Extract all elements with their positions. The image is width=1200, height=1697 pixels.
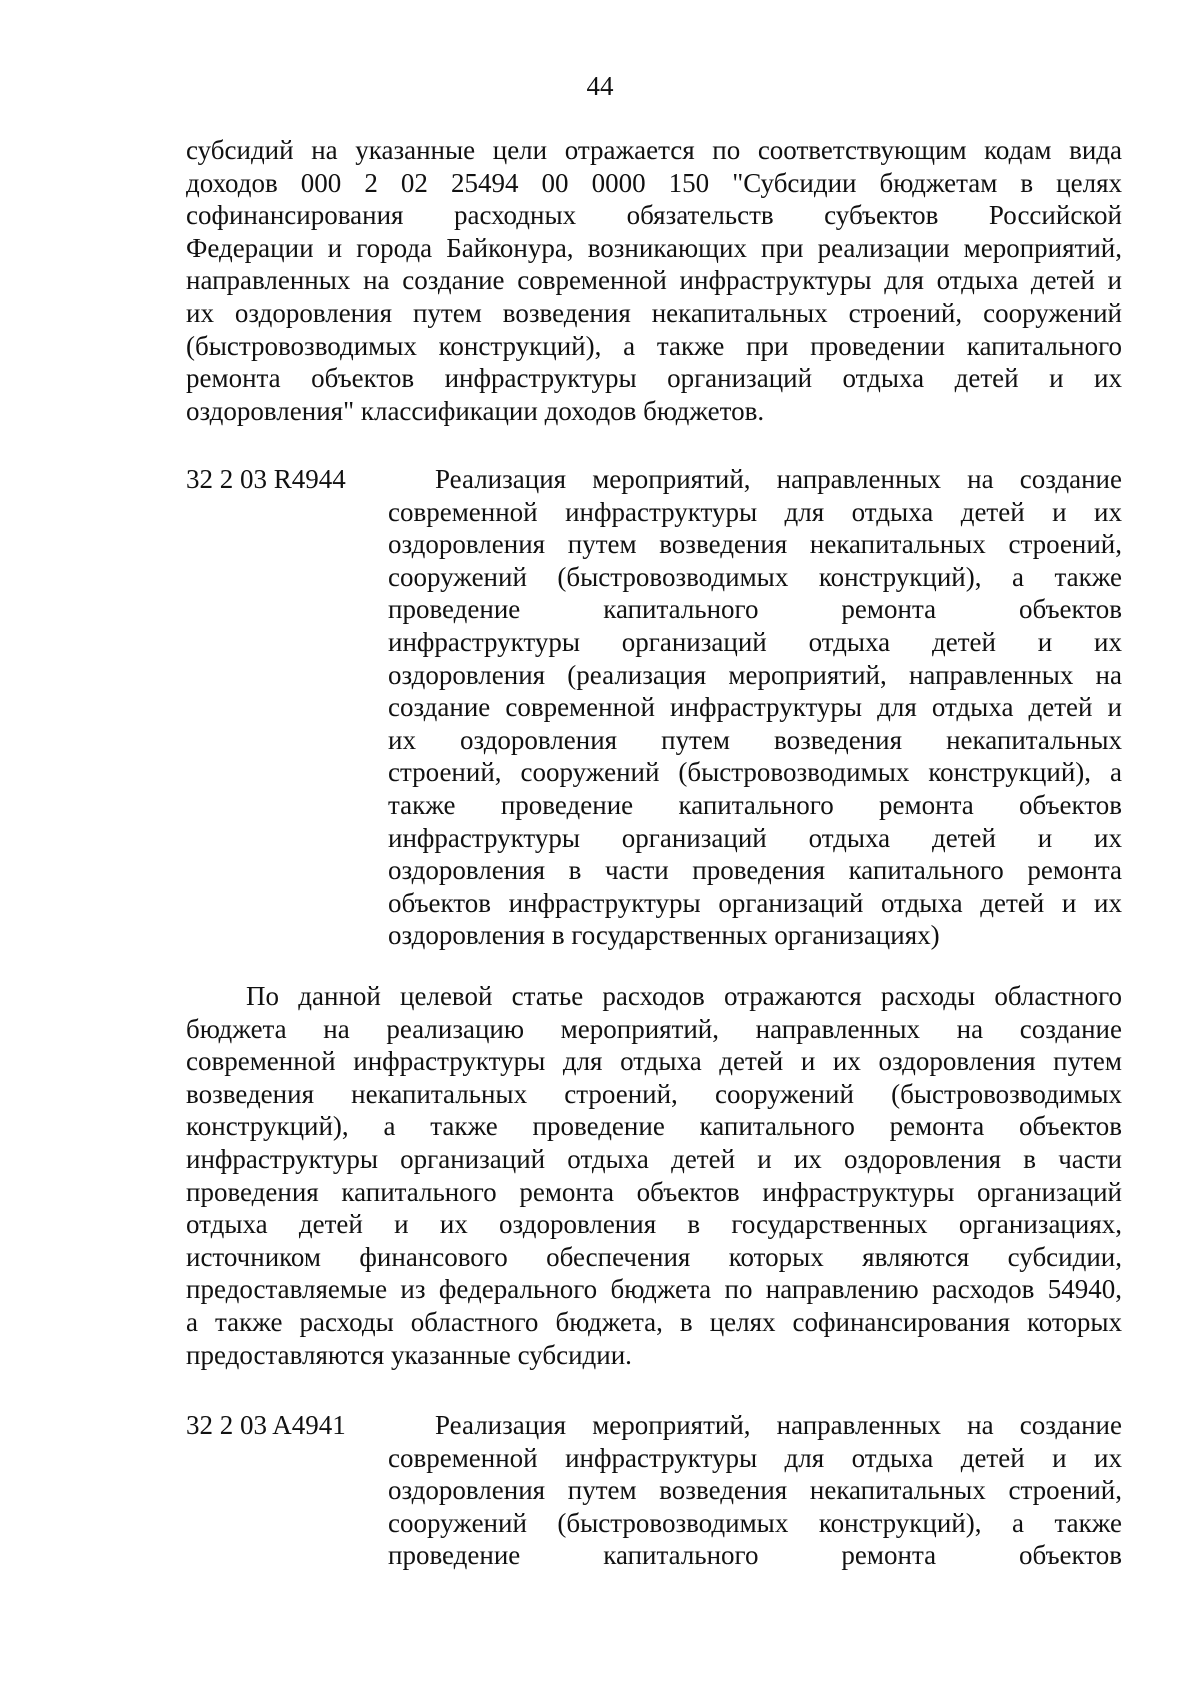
text-line: проведения капитального ремонта объектов инфраструктуры организаций [186,1176,1122,1207]
text-line: сооружений (быстровозводимых конструкций), а также [388,561,1122,592]
text-line: Реализация мероприятий, направленных на создание [435,464,1122,494]
text-line: оздоровления (реализация мероприятий, направленных на [388,659,1122,690]
target-article-description [388,463,1122,952]
text-line: инфраструктуры организаций отдыха детей и их оздоровления в части [186,1143,1122,1174]
text-line: источником финансового обеспечения которых являются субсидии, [186,1241,1122,1272]
text-line: оздоровления" классификации доходов бюджетов. [186,395,765,426]
text-line: их оздоровления путем возведения некапитальных строений, сооружений [186,297,1122,328]
text-line: оздоровления путем возведения некапитальных строений, [388,1475,1122,1506]
text-line: конструкций), а также проведение капитального ремонта объектов [186,1111,1122,1142]
text-line: оздоровления путем возведения некапитальных строений, [388,529,1122,560]
target-article-code: 32 2 03 R4944 [186,464,346,494]
text-line: Реализация мероприятий, направленных на создание [435,1410,1122,1440]
text-line: доходов 000 2 02 25494 00 0000 150 "Субсидии бюджетам в целях [186,167,1122,198]
text-line: оздоровления в части проведения капитального ремонта [388,855,1122,886]
text-line: (быстровозводимых конструкций), а также при проведении капитального [186,330,1122,361]
text-line: инфраструктуры организаций отдыха детей и их [388,822,1122,853]
text-line: строений, сооружений (быстровозводимых конструкций), а [388,757,1122,788]
text-line: проведение капитального ремонта объектов [388,594,1122,625]
text-line: современной инфраструктуры для отдыха детей и их [388,1442,1122,1473]
text-line: современной инфраструктуры для отдыха детей и их [388,496,1122,527]
text-line: современной инфраструктуры для отдыха детей и их оздоровления путем [186,1046,1122,1077]
text-line: сооружений (быстровозводимых конструкций), а также [388,1507,1122,1538]
text-line: По данной целевой статье расходов отражаются расходы областного [246,981,1122,1011]
text-line: предоставляемые из федерального бюджета по направлению расходов 54940, [186,1274,1122,1305]
target-article-entry [186,1409,1122,1572]
text-line: проведение капитального ремонта объектов [388,1540,1122,1571]
target-article-description [388,1409,1122,1572]
text-line: возведения некапитальных строений, сооружений (быстровозводимых [186,1078,1122,1109]
text-line: а также расходы областного бюджета, в целях софинансирования которых [186,1306,1122,1337]
text-line: также проведение капитального ремонта объектов [388,789,1122,820]
text-line: создание современной инфраструктуры для отдыха детей и [388,692,1122,723]
text-line: ремонта объектов инфраструктуры организаций отдыха детей и их [186,363,1122,394]
text-line: предоставляются указанные субсидии. [186,1339,632,1370]
text-line: оздоровления в государственных организациях) [388,920,940,951]
text-line: бюджета на реализацию мероприятий, направленных на создание [186,1013,1122,1044]
paragraph-expenses-description [186,980,1122,1371]
text-line: Федерации и города Байконура, возникающих при реализации мероприятий, [186,232,1122,263]
text-line: отдыха детей и их оздоровления в государственных организациях, [186,1209,1122,1240]
text-line: объектов инфраструктуры организаций отдыха детей и их [388,887,1122,918]
target-article-code: 32 2 03 A4941 [186,1410,346,1440]
text-line: софинансирования расходных обязательств субъектов Российской [186,200,1122,231]
text-line: их оздоровления путем возведения некапитальных [388,724,1122,755]
text-line: субсидий на указанные цели отражается по соответствующим кодам вида [186,135,1122,165]
text-line: инфраструктуры организаций отдыха детей и их [388,626,1122,657]
target-article-entry [186,463,1122,952]
page-number: 44 [586,71,614,101]
text-line: направленных на создание современной инфраструктуры для отдыха детей и [186,265,1122,296]
paragraph-income-codes [186,134,1122,427]
